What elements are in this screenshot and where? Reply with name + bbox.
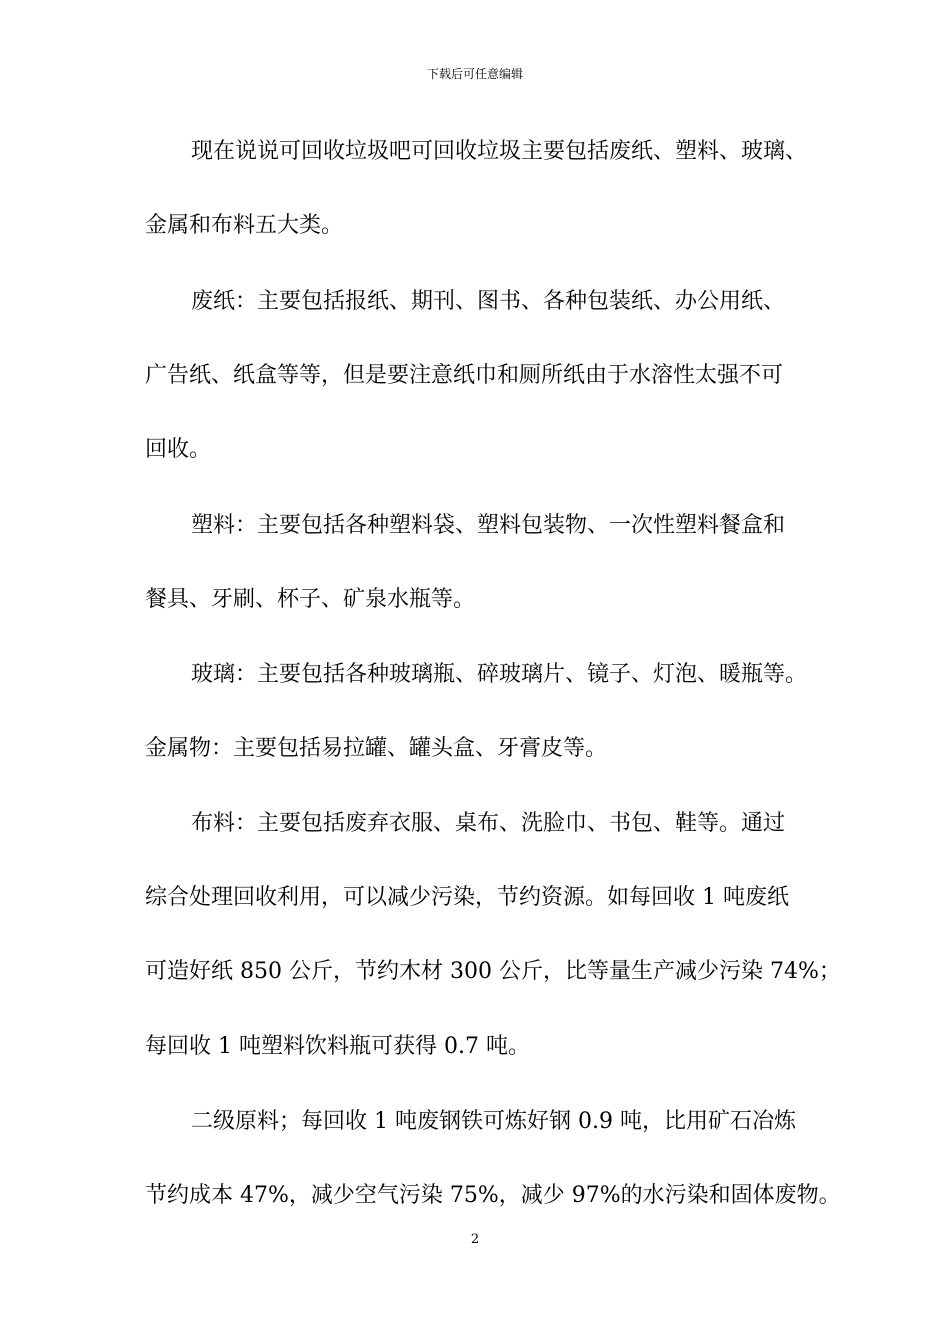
page-number: 2: [470, 1232, 480, 1247]
paragraph-plastic-line-1: 塑料：主要包括各种塑料袋、塑料包装物、一次性塑料餐盒和: [191, 513, 786, 538]
paragraph-plastic-line-2: 餐具、牙刷、杯子、矿泉水瓶等。: [145, 587, 476, 612]
paragraph-fabric-line-4: 每回收 1 吨塑料饮料瓶可获得 0.7 吨。: [145, 1034, 530, 1059]
paragraph-glass-line-1: 玻璃：主要包括各种玻璃瓶、碎玻璃片、镜子、灯泡、暖瓶等。: [191, 662, 808, 687]
paragraph-paper-line-3: 回收。: [145, 437, 212, 462]
paragraph-fabric-line-3: 可造好纸 850 公斤，节约木材 300 公斤，比等量生产减少污染 74%；: [145, 959, 841, 984]
paragraph-fabric-line-2: 综合处理回收利用，可以减少污染，节约资源。如每回收 1 吨废纸: [145, 885, 789, 910]
paragraph-paper-line-2: 广告纸、纸盒等等，但是要注意纸巾和厕所纸由于水溶性太强不可: [145, 363, 784, 388]
paragraph-steel-line-2: 节约成本 47%，减少空气污染 75%，减少 97%的水污染和固体废物。: [145, 1183, 841, 1208]
page-header: 下载后可任意编辑: [426, 67, 523, 81]
paragraph-fabric-line-1: 布料：主要包括废弃衣服、桌布、洗脸巾、书包、鞋等。通过: [191, 811, 786, 836]
paragraph-steel-line-1: 二级原料；每回收 1 吨废钢铁可炼好钢 0.9 吨，比用矿石冶炼: [191, 1109, 796, 1134]
paragraph-recyclables-line-1: 现在说说可回收垃圾吧可回收垃圾主要包括废纸、塑料、玻璃、: [191, 139, 808, 164]
paragraph-paper-line-1: 废纸：主要包括报纸、期刊、图书、各种包装纸、办公用纸、: [191, 289, 786, 314]
paragraph-recyclables-line-2: 金属和布料五大类。: [145, 213, 344, 238]
paragraph-metal-line-1: 金属物：主要包括易拉罐、罐头盒、牙膏皮等。: [145, 736, 608, 761]
